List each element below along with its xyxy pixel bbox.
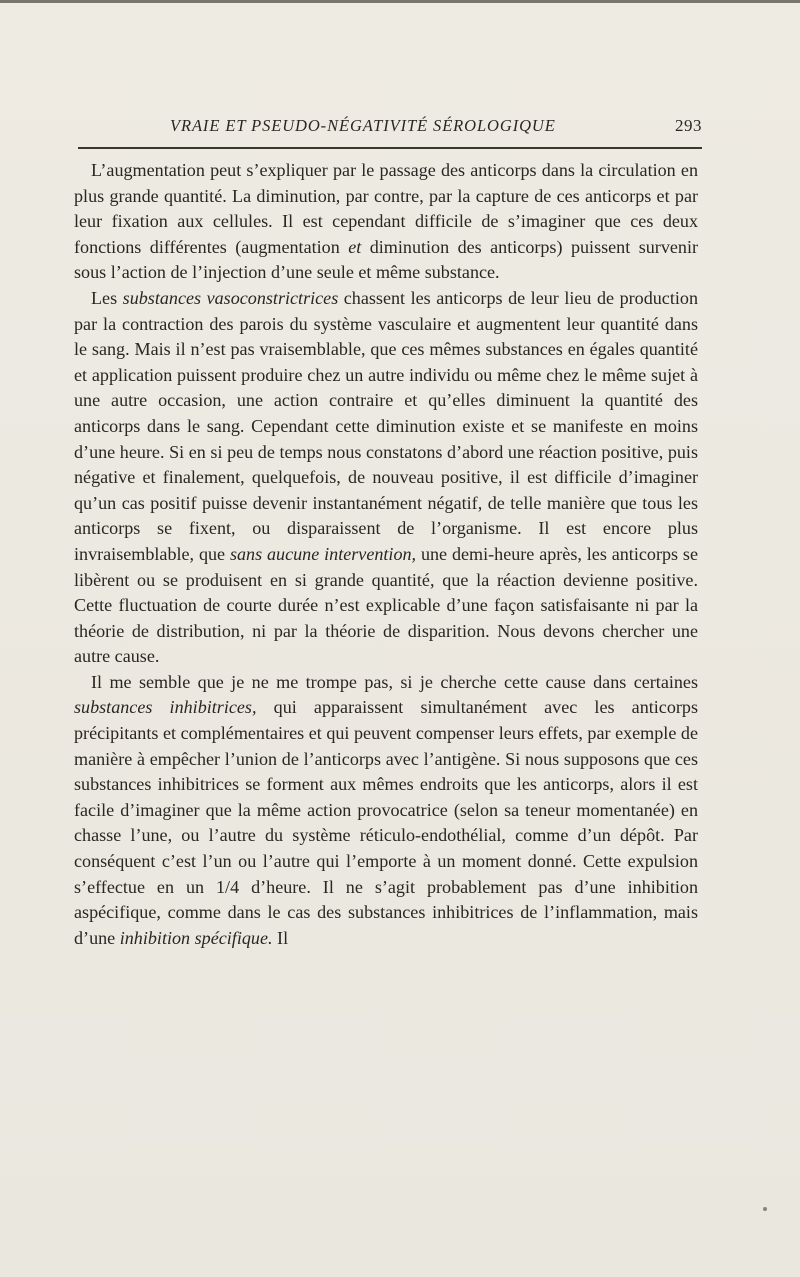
page-header (70, 114, 706, 140)
paragraph-1-text-c: diminution des anticorps) puissent survenir sous l’action de l’injection d’une seule et même substance. (74, 236, 698, 283)
page-top-edge (0, 0, 800, 3)
paper-speck (763, 1207, 767, 1211)
paragraph-2-text-e: une demi-heure après, les anticorps se libèrent ou se produisent en si grande quantité, que la réaction devienne positive. Cette fluctuation de courte durée n’est explicable d’une façon satisfaisante ni par la théorie de distribution, ni par la théorie de disparition. Nous devons chercher une autre cause. (74, 543, 698, 667)
paragraph-3-text-a: Il me semble que je ne me trompe pas, si je cherche cette cause dans certaines (91, 671, 698, 692)
paragraph-2-text-c: chassent les anticorps de leur lieu de production par la contraction des parois du système vasculaire et augmentent leur quantité dans le sang. Mais il n’est pas vraisemblable, que ces mêmes substances en égales quantité et application puissent produire chez un autre individu ou même chez le même sujet à une autre occasion, une action contraire et qu’elles diminuent la quantité des anticorps dans le sang. Cependant cette diminution existe et se manifeste en moins d’une heure. Si en si peu de temps nous constatons d’abord une réaction positive, puis négative et finalement, quelquefois, de nouveau positive, il est difficile d’imaginer qu’un cas positif puisse devenir instantanément négatif, de telle manière que tous les anticorps se fixent, ou disparaissent de l’organisme. Il est encore plus invraisemblable, que (74, 287, 698, 564)
paragraph-2-italic-term: substances vasoconstrictrices (122, 287, 339, 308)
paragraph-3-text-e: Il (272, 927, 289, 948)
paragraph-1-text-a: L’augmentation peut s’expliquer par le passage des anticorps dans la circulation en plus grande quantité. La diminution, par contre, par la capture de ces anticorps et par leur fixation aux cellules. Il est cependant difficile de s’imaginer que ces deux fonctions différentes (augmentation (74, 160, 698, 257)
paragraph-2 (74, 286, 698, 670)
paragraph-2-italic-phrase: sans aucune intervention, (229, 543, 417, 564)
paragraph-2-text-a: Les (91, 287, 123, 308)
paragraph-3 (74, 670, 698, 952)
header-rule (78, 147, 702, 149)
paragraph-3-italic-term: substances inhibitrices, (74, 697, 257, 718)
body-text (74, 158, 698, 951)
paragraph-3-text-c: qui apparaissent simultanément avec les anticorps précipitants et complémentaires et qui peuvent compenser leurs effets, par exemple de manière à empêcher l’union de l’anticorps avec l’antigène. Si nous supposons que ces substances inhibitrices se forment aux mêmes endroits que les anticorps, alors il est facile d’imaginer que la même action provocatrice (selon sa teneur momentanée) en chasse l’une, ou l’autre du système réticulo-endothélial, comme d’un dépôt. Par conséquent c’est l’un ou l’autre qui l’emporte à un moment donné. Cette expulsion s’effectue en un 1/4 d’heure. Il ne s’agit probablement pas d’une inhibition aspécifique, comme dans le cas des substances inhibitrices de l’inflammation, mais d’une (74, 697, 699, 948)
running-head: VRAIE ET PSEUDO-NÉGATIVITÉ SÉROLOGIQUE (170, 116, 556, 135)
paragraph-1 (74, 158, 698, 286)
paragraph-3-italic-phrase: inhibition spécifique. (119, 927, 273, 948)
paragraph-1-italic-et: et (348, 236, 362, 257)
page-number: 293 (675, 116, 702, 135)
